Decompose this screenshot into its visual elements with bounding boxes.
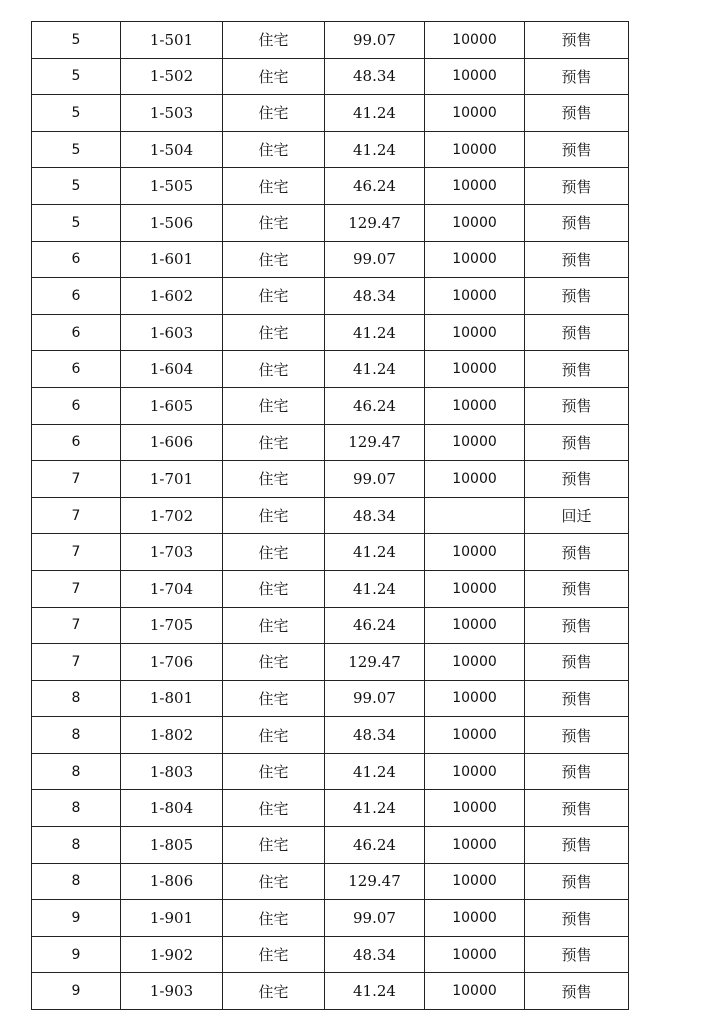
room-number-cell: 1-601	[121, 241, 223, 278]
usage-cell: 住宅	[223, 644, 325, 681]
room-number-cell: 1-805	[121, 827, 223, 864]
table-row	[32, 863, 629, 900]
usage-cell: 住宅	[223, 863, 325, 900]
price-cell	[425, 497, 525, 534]
floor-cell: 8	[32, 680, 121, 717]
floor-cell: 8	[32, 863, 121, 900]
area-cell: 48.34	[325, 717, 425, 754]
sale-status-cell: 预售	[525, 753, 629, 790]
table-row	[32, 424, 629, 461]
room-number-cell: 1-703	[121, 534, 223, 571]
floor-cell: 7	[32, 461, 121, 498]
usage-cell: 住宅	[223, 827, 325, 864]
sale-status-cell: 预售	[525, 863, 629, 900]
area-cell: 48.34	[325, 936, 425, 973]
sale-status-cell: 预售	[525, 351, 629, 388]
sale-status-cell: 预售	[525, 95, 629, 132]
area-cell: 46.24	[325, 168, 425, 205]
sale-status-cell: 预售	[525, 607, 629, 644]
area-cell: 99.07	[325, 900, 425, 937]
area-cell: 48.34	[325, 58, 425, 95]
area-cell: 41.24	[325, 131, 425, 168]
area-cell: 129.47	[325, 204, 425, 241]
area-cell: 41.24	[325, 790, 425, 827]
price-cell: 10000	[425, 644, 525, 681]
table-row	[32, 900, 629, 937]
sale-status-cell: 预售	[525, 424, 629, 461]
table-row	[32, 204, 629, 241]
usage-cell: 住宅	[223, 680, 325, 717]
usage-cell: 住宅	[223, 204, 325, 241]
floor-cell: 9	[32, 900, 121, 937]
floor-cell: 5	[32, 95, 121, 132]
usage-cell: 住宅	[223, 314, 325, 351]
area-cell: 41.24	[325, 973, 425, 1010]
floor-cell: 5	[32, 168, 121, 205]
area-cell: 41.24	[325, 314, 425, 351]
sale-status-cell: 预售	[525, 241, 629, 278]
table-row	[32, 351, 629, 388]
table-row	[32, 973, 629, 1010]
room-number-cell: 1-503	[121, 95, 223, 132]
price-cell: 10000	[425, 973, 525, 1010]
room-number-cell: 1-803	[121, 753, 223, 790]
table-row	[32, 131, 629, 168]
usage-cell: 住宅	[223, 22, 325, 59]
price-cell: 10000	[425, 461, 525, 498]
price-cell: 10000	[425, 753, 525, 790]
price-cell: 10000	[425, 314, 525, 351]
sale-status-cell: 回迁	[525, 497, 629, 534]
table-row	[32, 827, 629, 864]
table-row	[32, 278, 629, 315]
area-cell: 99.07	[325, 680, 425, 717]
table-row	[32, 717, 629, 754]
table-row	[32, 936, 629, 973]
price-cell: 10000	[425, 827, 525, 864]
area-cell: 41.24	[325, 753, 425, 790]
sale-status-cell: 预售	[525, 900, 629, 937]
table-row	[32, 22, 629, 59]
usage-cell: 住宅	[223, 461, 325, 498]
floor-cell: 7	[32, 534, 121, 571]
floor-cell: 6	[32, 351, 121, 388]
sale-status-cell: 预售	[525, 387, 629, 424]
price-cell: 10000	[425, 241, 525, 278]
area-cell: 129.47	[325, 644, 425, 681]
room-number-cell: 1-705	[121, 607, 223, 644]
price-cell: 10000	[425, 95, 525, 132]
floor-cell: 9	[32, 936, 121, 973]
price-cell: 10000	[425, 424, 525, 461]
sale-status-cell: 预售	[525, 314, 629, 351]
price-cell: 10000	[425, 351, 525, 388]
table-row	[32, 570, 629, 607]
usage-cell: 住宅	[223, 534, 325, 571]
table-row	[32, 790, 629, 827]
sale-status-cell: 预售	[525, 790, 629, 827]
usage-cell: 住宅	[223, 168, 325, 205]
room-number-cell: 1-605	[121, 387, 223, 424]
price-cell: 10000	[425, 936, 525, 973]
area-cell: 46.24	[325, 607, 425, 644]
table-row	[32, 680, 629, 717]
price-cell: 10000	[425, 534, 525, 571]
floor-cell: 5	[32, 131, 121, 168]
area-cell: 41.24	[325, 351, 425, 388]
floor-cell: 9	[32, 973, 121, 1010]
room-number-cell: 1-806	[121, 863, 223, 900]
usage-cell: 住宅	[223, 58, 325, 95]
usage-cell: 住宅	[223, 900, 325, 937]
floor-cell: 7	[32, 644, 121, 681]
sale-status-cell: 预售	[525, 168, 629, 205]
sale-status-cell: 预售	[525, 22, 629, 59]
price-cell: 10000	[425, 900, 525, 937]
usage-cell: 住宅	[223, 387, 325, 424]
sale-status-cell: 预售	[525, 278, 629, 315]
area-cell: 46.24	[325, 827, 425, 864]
area-cell: 129.47	[325, 424, 425, 461]
floor-cell: 7	[32, 607, 121, 644]
area-cell: 99.07	[325, 241, 425, 278]
table-row	[32, 241, 629, 278]
room-number-cell: 1-701	[121, 461, 223, 498]
housing-price-table-sheet	[31, 21, 629, 1010]
table-row	[32, 95, 629, 132]
room-number-cell: 1-802	[121, 717, 223, 754]
room-number-cell: 1-502	[121, 58, 223, 95]
floor-cell: 5	[32, 22, 121, 59]
sale-status-cell: 预售	[525, 717, 629, 754]
table-row	[32, 168, 629, 205]
floor-cell: 6	[32, 387, 121, 424]
sale-status-cell: 预售	[525, 461, 629, 498]
floor-cell: 8	[32, 827, 121, 864]
table-row	[32, 461, 629, 498]
housing-price-table	[31, 21, 629, 1010]
table-row	[32, 497, 629, 534]
price-cell: 10000	[425, 680, 525, 717]
usage-cell: 住宅	[223, 570, 325, 607]
area-cell: 99.07	[325, 22, 425, 59]
usage-cell: 住宅	[223, 131, 325, 168]
price-cell: 10000	[425, 607, 525, 644]
floor-cell: 6	[32, 241, 121, 278]
room-number-cell: 1-903	[121, 973, 223, 1010]
room-number-cell: 1-706	[121, 644, 223, 681]
price-cell: 10000	[425, 278, 525, 315]
sale-status-cell: 预售	[525, 534, 629, 571]
table-row	[32, 314, 629, 351]
table-row	[32, 753, 629, 790]
table-row	[32, 534, 629, 571]
area-cell: 46.24	[325, 387, 425, 424]
area-cell: 99.07	[325, 461, 425, 498]
usage-cell: 住宅	[223, 607, 325, 644]
price-cell: 10000	[425, 863, 525, 900]
price-cell: 10000	[425, 131, 525, 168]
table-row	[32, 387, 629, 424]
sale-status-cell: 预售	[525, 131, 629, 168]
floor-cell: 6	[32, 424, 121, 461]
price-cell: 10000	[425, 168, 525, 205]
room-number-cell: 1-603	[121, 314, 223, 351]
table-row	[32, 644, 629, 681]
floor-cell: 6	[32, 314, 121, 351]
room-number-cell: 1-504	[121, 131, 223, 168]
floor-cell: 8	[32, 753, 121, 790]
sale-status-cell: 预售	[525, 644, 629, 681]
area-cell: 41.24	[325, 534, 425, 571]
usage-cell: 住宅	[223, 351, 325, 388]
price-cell: 10000	[425, 790, 525, 827]
sale-status-cell: 预售	[525, 58, 629, 95]
floor-cell: 8	[32, 790, 121, 827]
room-number-cell: 1-506	[121, 204, 223, 241]
area-cell: 48.34	[325, 278, 425, 315]
usage-cell: 住宅	[223, 790, 325, 827]
sale-status-cell: 预售	[525, 680, 629, 717]
price-cell: 10000	[425, 387, 525, 424]
area-cell: 129.47	[325, 863, 425, 900]
area-cell: 41.24	[325, 570, 425, 607]
usage-cell: 住宅	[223, 936, 325, 973]
table-body	[32, 22, 629, 1010]
room-number-cell: 1-604	[121, 351, 223, 388]
usage-cell: 住宅	[223, 973, 325, 1010]
floor-cell: 6	[32, 278, 121, 315]
floor-cell: 7	[32, 497, 121, 534]
usage-cell: 住宅	[223, 717, 325, 754]
room-number-cell: 1-501	[121, 22, 223, 59]
sale-status-cell: 预售	[525, 204, 629, 241]
table-row	[32, 58, 629, 95]
room-number-cell: 1-606	[121, 424, 223, 461]
room-number-cell: 1-702	[121, 497, 223, 534]
floor-cell: 5	[32, 204, 121, 241]
price-cell: 10000	[425, 22, 525, 59]
area-cell: 41.24	[325, 95, 425, 132]
price-cell: 10000	[425, 570, 525, 607]
sale-status-cell: 预售	[525, 973, 629, 1010]
price-cell: 10000	[425, 58, 525, 95]
sale-status-cell: 预售	[525, 936, 629, 973]
price-cell: 10000	[425, 204, 525, 241]
sale-status-cell: 预售	[525, 570, 629, 607]
room-number-cell: 1-704	[121, 570, 223, 607]
room-number-cell: 1-801	[121, 680, 223, 717]
price-cell: 10000	[425, 717, 525, 754]
usage-cell: 住宅	[223, 424, 325, 461]
room-number-cell: 1-902	[121, 936, 223, 973]
usage-cell: 住宅	[223, 753, 325, 790]
table-row	[32, 607, 629, 644]
room-number-cell: 1-901	[121, 900, 223, 937]
usage-cell: 住宅	[223, 278, 325, 315]
sale-status-cell: 预售	[525, 827, 629, 864]
usage-cell: 住宅	[223, 497, 325, 534]
floor-cell: 8	[32, 717, 121, 754]
usage-cell: 住宅	[223, 241, 325, 278]
room-number-cell: 1-505	[121, 168, 223, 205]
floor-cell: 7	[32, 570, 121, 607]
usage-cell: 住宅	[223, 95, 325, 132]
room-number-cell: 1-804	[121, 790, 223, 827]
floor-cell: 5	[32, 58, 121, 95]
room-number-cell: 1-602	[121, 278, 223, 315]
area-cell: 48.34	[325, 497, 425, 534]
